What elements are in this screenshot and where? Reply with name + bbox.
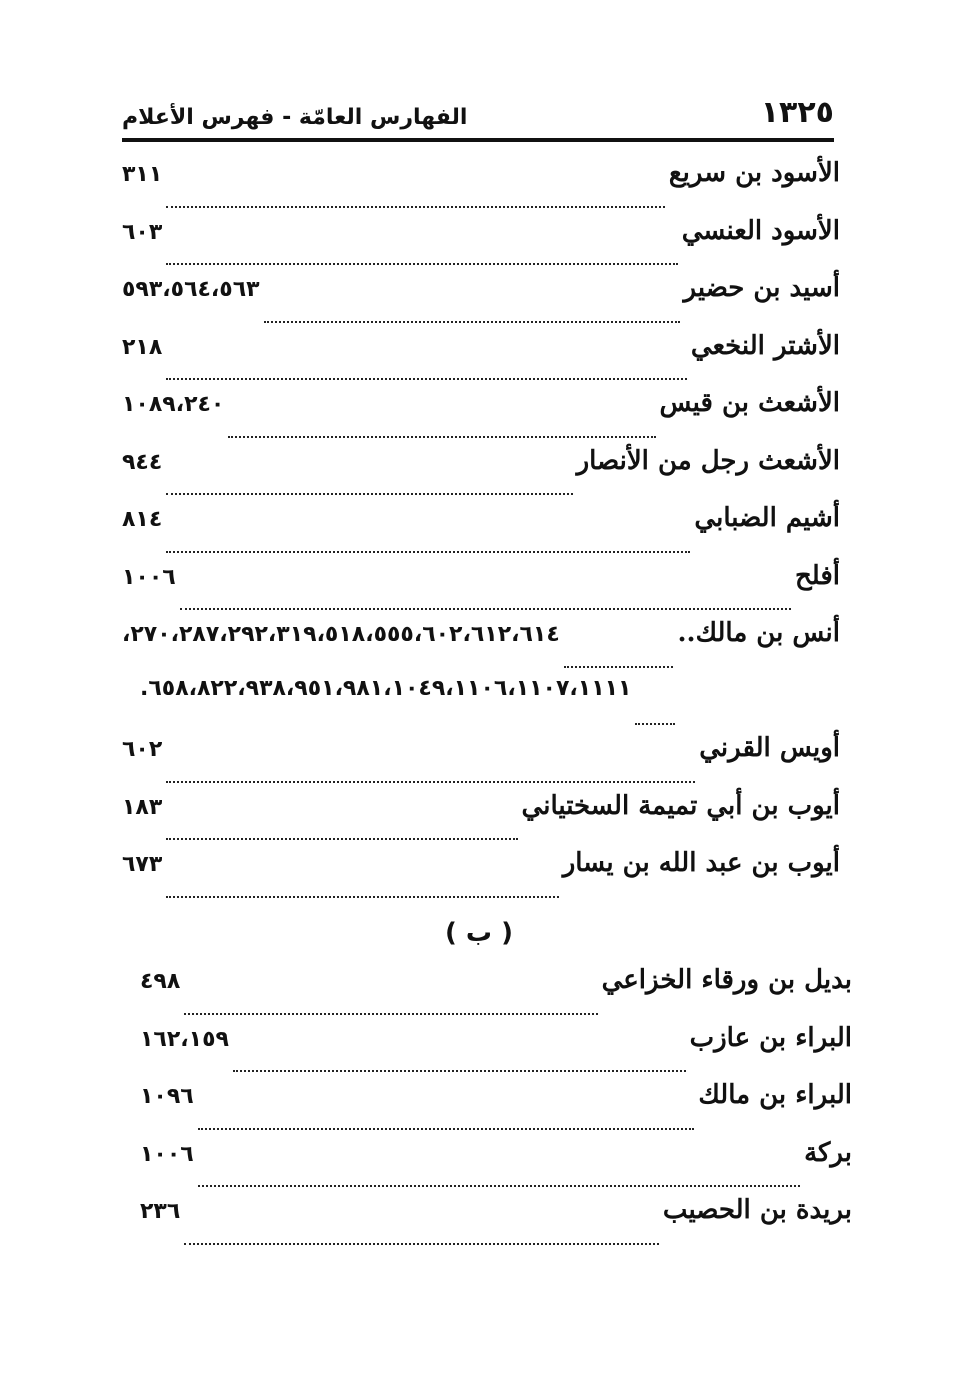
dot-leader xyxy=(228,436,655,438)
entry-name: أفلح xyxy=(794,560,840,591)
entry-name: أيوب بن أبي تميمة السختياني xyxy=(521,790,840,821)
entry-pages: ١٠٨٩،٢٤٠ xyxy=(122,392,225,417)
index-entry xyxy=(140,1138,852,1196)
entry-name: البراء بن عازب xyxy=(689,1022,852,1053)
index-entry xyxy=(140,1195,852,1253)
index-entry xyxy=(122,733,840,791)
entry-pages: ٦٠٢ xyxy=(122,737,163,762)
index-group-ba xyxy=(140,965,852,1253)
entry-name: الأسود العنسي xyxy=(681,215,840,246)
entry-name: الأسود بن سريع xyxy=(668,158,840,188)
section-letter-ba: ( ب ) xyxy=(445,918,513,948)
dot-leader xyxy=(166,493,572,495)
dot-leader xyxy=(166,263,677,265)
index-entry xyxy=(122,676,840,734)
entry-pages: ٢٣٦ xyxy=(140,1199,181,1224)
dot-leader xyxy=(166,838,517,840)
entry-pages: ٢٧٠،٢٨٧،٢٩٢،٣١٩،٥١٨،٥٥٥،٦٠٢،٦١٢،٦١٤، xyxy=(122,622,560,647)
entry-pages: ١٠٠٦ xyxy=(140,1141,194,1167)
entry-pages: ٩٤٤ xyxy=(122,449,163,475)
entry-pages: ٦٧٣ xyxy=(122,852,163,877)
entry-pages: ٢١٨ xyxy=(122,334,163,360)
index-group-alif xyxy=(122,158,840,906)
dot-leader xyxy=(264,321,680,323)
entry-name: بديل بن ورقاء الخزاعي xyxy=(601,965,852,995)
entry-name: أشيم الضبابي xyxy=(694,503,840,533)
entry-pages: ٨١٤ xyxy=(122,507,163,532)
entry-pages: ١٠٠٦ xyxy=(122,564,176,590)
index-entry xyxy=(122,618,840,676)
entry-name: أيوب بن عبد الله بن يسار xyxy=(562,848,840,878)
dot-leader xyxy=(166,896,558,898)
index-entry xyxy=(122,388,840,446)
index-entry xyxy=(140,1023,852,1081)
index-entry xyxy=(122,331,840,389)
page-header xyxy=(122,90,834,142)
entry-name: أسيد بن حضير xyxy=(683,273,840,303)
entry-name: الأشعث بن قيس xyxy=(659,388,840,418)
index-entry xyxy=(122,791,840,849)
index-entry xyxy=(122,561,840,619)
index-entry xyxy=(122,503,840,561)
dot-leader xyxy=(180,608,791,610)
index-entry xyxy=(140,1080,852,1138)
dot-leader xyxy=(166,781,695,783)
dot-leader xyxy=(166,551,690,553)
dot-leader xyxy=(166,378,687,380)
entry-pages: ٦٥٨،٨٢٢،٩٣٨،٩٥١،٩٨١،١٠٤٩،١١٠٦،١١٠٧،١١١١. xyxy=(140,675,632,701)
entry-pages: ٤٩٨ xyxy=(140,969,181,994)
index-entry xyxy=(140,965,852,1023)
running-title: الفهارس العامّة - فهرس الأعلام xyxy=(122,105,468,130)
dot-leader xyxy=(233,1070,686,1072)
entry-pages: ١٦٢،١٥٩ xyxy=(140,1026,229,1052)
dot-leader xyxy=(635,723,675,725)
entry-pages: ٦٠٣ xyxy=(122,219,163,245)
index-entry xyxy=(122,273,840,331)
index-entry xyxy=(122,848,840,906)
entry-pages: ٥٩٣،٥٦٤،٥٦٣ xyxy=(122,277,260,302)
entry-name: بريدة بن الحصيب xyxy=(662,1195,852,1225)
entry-name: الأشتر النخعي xyxy=(690,330,840,361)
entry-name: أويس القرني xyxy=(699,733,840,763)
entry-pages: ١٨٣ xyxy=(122,794,163,820)
dot-leader xyxy=(184,1243,659,1245)
index-entry xyxy=(122,446,840,504)
page-number: ١٣٢٥ xyxy=(760,95,834,130)
dot-leader xyxy=(198,1128,695,1130)
entry-name: الأشعث رجل من الأنصار xyxy=(576,445,840,476)
entry-name: بركة xyxy=(804,1137,852,1168)
entry-pages: ١٠٩٦ xyxy=(140,1084,194,1109)
entry-pages: ٣١١ xyxy=(122,162,163,187)
entry-name: أنس بن مالك.. xyxy=(677,618,840,648)
dot-leader xyxy=(166,206,665,208)
index-entry xyxy=(122,158,840,216)
dot-leader xyxy=(564,666,674,668)
dot-leader xyxy=(184,1013,597,1015)
dot-leader xyxy=(198,1185,800,1187)
index-entry xyxy=(122,216,840,274)
entry-name: البراء بن مالك xyxy=(698,1080,852,1110)
